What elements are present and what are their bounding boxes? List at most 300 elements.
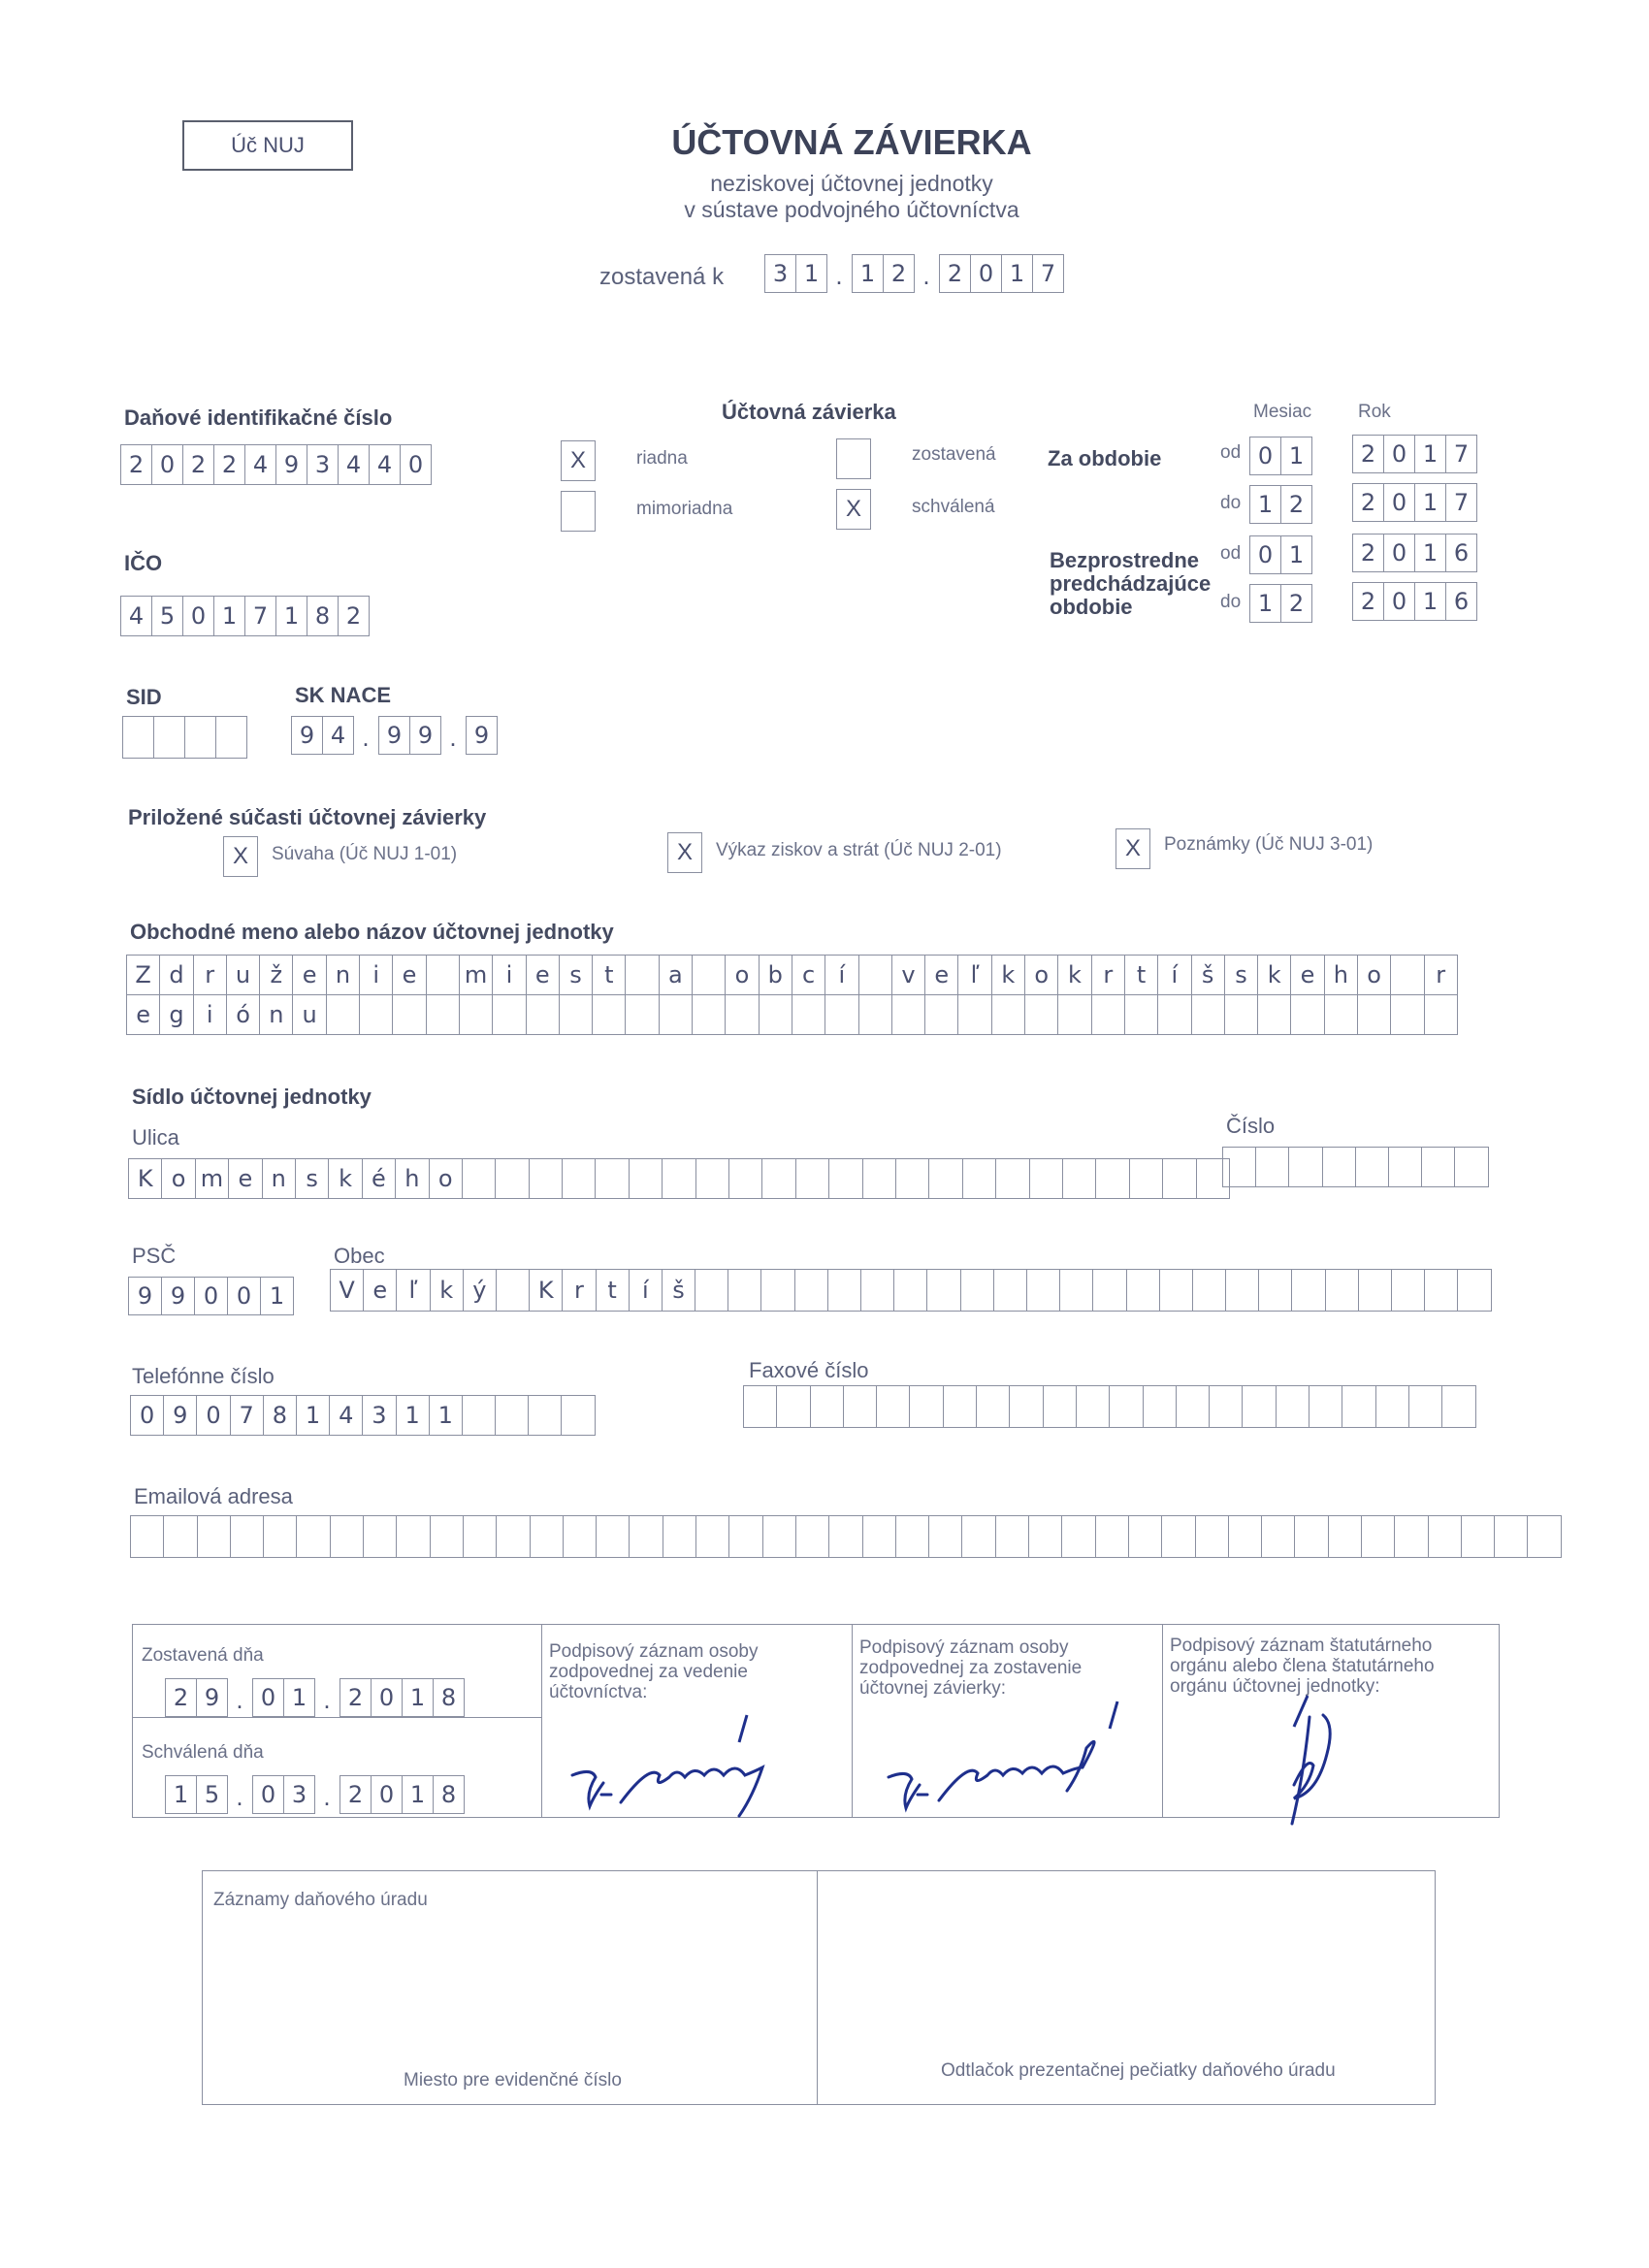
char-cell: í [824, 955, 858, 995]
sig3-label: Podpisový záznam štatutárneho orgánu alebo člena štatutárneho orgánu účtovnej jednotky: [1170, 1636, 1435, 1697]
digit: 0 [252, 1678, 284, 1717]
digit: 1 [165, 1775, 197, 1814]
char-cell [330, 1515, 364, 1558]
char-cell: r [1424, 955, 1458, 995]
obec-field[interactable] [330, 1269, 1491, 1311]
sig1-label: Podpisový záznam osoby zodpovednej za vedenie účtovníctva: [549, 1641, 759, 1702]
char-cell: k [1257, 955, 1291, 995]
char-cell [962, 1158, 996, 1199]
char-cell: 1 [429, 1395, 463, 1436]
email-field[interactable] [130, 1515, 1561, 1557]
char-cell: k [991, 955, 1025, 995]
divider [132, 1717, 541, 1718]
digit-cell: 1 [275, 596, 307, 636]
grid-row [128, 1277, 293, 1314]
zostavena-dna-field[interactable] [165, 1678, 464, 1717]
divider [541, 1624, 542, 1818]
sidlo-label: Sídlo účtovnej jednotky [132, 1085, 372, 1109]
char-cell [1028, 1515, 1062, 1558]
digit [122, 716, 154, 759]
digit-cell: 0 [1383, 435, 1415, 473]
char-cell [991, 994, 1025, 1035]
char-cell [810, 1385, 844, 1428]
digit-cell: 6 [1445, 534, 1477, 572]
char-cell: 0 [194, 1277, 228, 1315]
closing-date[interactable] [764, 254, 1063, 293]
char-cell: 1 [296, 1395, 330, 1436]
ico-label: IČO [124, 551, 163, 575]
char-cell [1408, 1385, 1442, 1428]
tel-field[interactable] [130, 1395, 595, 1435]
char-cell: 0 [227, 1277, 261, 1315]
digit-cell: 0 [1383, 582, 1415, 621]
char-cell [1124, 994, 1158, 1035]
subtitle-line-2: v sústave podvojného účtovníctva [684, 197, 1019, 222]
char-cell [1159, 1269, 1193, 1312]
char-cell [1494, 1515, 1528, 1558]
bp-do-rok[interactable] [1352, 582, 1476, 621]
char-cell [1057, 994, 1091, 1035]
fax-field[interactable] [743, 1385, 1475, 1427]
ulica-field[interactable] [128, 1158, 1229, 1198]
char-cell [163, 1515, 197, 1558]
digit: 8 [433, 1775, 465, 1814]
bp-od-rok[interactable] [1352, 534, 1476, 572]
digit: 2 [165, 1678, 197, 1717]
char-cell [926, 1269, 960, 1312]
char-cell [1309, 1385, 1342, 1428]
char-cell [530, 1515, 564, 1558]
char-cell [1228, 1515, 1262, 1558]
digit-cell: 0 [400, 444, 432, 485]
char-cell [1143, 1385, 1177, 1428]
char-cell [230, 1515, 264, 1558]
page-title: ÚČTOVNÁ ZÁVIERKA [671, 122, 1032, 162]
char-cell [592, 994, 626, 1035]
char-cell [795, 1158, 829, 1199]
char-cell: e [1290, 955, 1324, 995]
char-cell [858, 955, 892, 995]
char-cell [976, 1385, 1010, 1428]
za-od-mesiac[interactable] [1249, 437, 1311, 475]
digit-cell: 0 [182, 596, 214, 636]
digit-cell: 2 [1280, 485, 1312, 524]
digit [184, 716, 216, 759]
digit: 9 [409, 716, 441, 755]
digit-cell: 0 [1383, 534, 1415, 572]
date-label: zostavená k [599, 264, 725, 290]
char-cell [462, 1395, 496, 1436]
char-cell [1024, 994, 1058, 1035]
email-label: Emailová adresa [134, 1484, 293, 1508]
char-cell [1342, 1385, 1375, 1428]
char-cell [961, 1515, 995, 1558]
char-cell: t [1124, 955, 1158, 995]
digit-cell: 2 [1280, 584, 1312, 623]
digit: 3 [764, 254, 796, 293]
char-cell [663, 1515, 696, 1558]
digit: 4 [322, 716, 354, 755]
digit-cell: 1 [213, 596, 245, 636]
char-cell: o [725, 955, 759, 995]
char-cell [1421, 1147, 1455, 1187]
char-cell [463, 1515, 497, 1558]
char-cell [496, 1269, 530, 1312]
zostavena-dna-label: Zostavená dňa [142, 1645, 264, 1666]
digit [215, 716, 247, 759]
char-cell: h [395, 1158, 429, 1199]
digit: 1 [402, 1678, 434, 1717]
separator-dot: . [835, 261, 843, 290]
char-cell [895, 1515, 929, 1558]
char-cell [1358, 1269, 1392, 1312]
char-cell: n [262, 1158, 296, 1199]
sknace-label: SK NACE [295, 683, 392, 707]
char-cell [1129, 1158, 1163, 1199]
char-cell: k [430, 1269, 464, 1312]
char-cell [595, 1158, 629, 1199]
mesiac-label: Mesiac [1253, 402, 1312, 422]
char-cell: g [159, 994, 193, 1035]
separator-dot: . [323, 1685, 331, 1714]
digit: 9 [291, 716, 323, 755]
char-cell [695, 1269, 728, 1312]
do-label: do [1220, 592, 1242, 612]
evidencne-label: Miesto pre evidenčné číslo [404, 2070, 622, 2090]
do-label: do [1220, 493, 1242, 513]
char-cell [1191, 994, 1225, 1035]
ico-field[interactable] [120, 596, 369, 636]
char-cell: é [362, 1158, 396, 1199]
digit-cell: 4 [369, 444, 401, 485]
obec-label: Obec [334, 1244, 385, 1268]
char-cell [827, 1269, 861, 1312]
char-cell: u [292, 994, 326, 1035]
char-cell: Z [126, 955, 160, 995]
digit: 7 [1032, 254, 1064, 293]
char-cell [1424, 1269, 1458, 1312]
char-cell [960, 1269, 994, 1312]
urad-label: Záznamy daňového úradu [213, 1890, 428, 1910]
char-cell: b [759, 955, 792, 995]
od-label: od [1220, 442, 1242, 463]
char-cell [824, 994, 858, 1035]
za-do-mesiac[interactable] [1249, 485, 1311, 524]
za-do-rok[interactable] [1352, 483, 1476, 522]
char-cell [130, 1515, 164, 1558]
bp-do-mesiac[interactable] [1249, 584, 1311, 623]
digit: 3 [283, 1775, 315, 1814]
char-cell [462, 1158, 496, 1199]
digit: 9 [196, 1678, 228, 1717]
char-cell [629, 1515, 663, 1558]
digit-cell: 2 [1352, 534, 1384, 572]
char-cell [662, 1158, 695, 1199]
char-cell [495, 1158, 529, 1199]
char-cell [928, 1158, 962, 1199]
char-cell [957, 994, 991, 1035]
poznamky-label: Poznámky (Úč NUJ 3-01) [1164, 834, 1374, 855]
digit-cell: 5 [151, 596, 183, 636]
digit: 1 [1001, 254, 1033, 293]
char-cell: k [1057, 955, 1091, 995]
char-cell: m [195, 1158, 229, 1199]
digit: 1 [795, 254, 827, 293]
digit: 2 [340, 1678, 372, 1717]
ulica-label: Ulica [132, 1125, 179, 1150]
separator-dot: . [236, 1685, 243, 1714]
riadna-label: riadna [636, 448, 688, 469]
char-cell: t [596, 1269, 630, 1312]
char-cell: 9 [128, 1277, 162, 1315]
char-cell [1076, 1385, 1110, 1428]
char-cell [692, 955, 726, 995]
char-cell [1109, 1385, 1143, 1428]
char-cell [392, 994, 426, 1035]
char-cell [862, 1158, 896, 1199]
zostavena-label: zostavená [912, 444, 996, 465]
char-cell [1192, 1269, 1226, 1312]
char-cell: a [659, 955, 693, 995]
digit: 2 [939, 254, 971, 293]
grid-row [330, 1269, 1491, 1311]
char-cell: i [193, 994, 227, 1035]
char-cell [776, 1385, 810, 1428]
grid-row [130, 1515, 1561, 1557]
char-cell: í [629, 1269, 663, 1312]
char-cell: 1 [396, 1395, 430, 1436]
char-cell [1375, 1385, 1409, 1428]
digit-cell: 1 [1414, 582, 1446, 621]
char-cell [792, 994, 825, 1035]
digit-cell: 3 [307, 444, 339, 485]
char-cell [1357, 994, 1391, 1035]
char-cell [795, 1515, 829, 1558]
char-cell: í [1157, 955, 1191, 995]
digit-cell: 0 [151, 444, 183, 485]
psc-field[interactable] [128, 1277, 293, 1314]
char-cell [1325, 1269, 1359, 1312]
char-cell [993, 1269, 1027, 1312]
digit: 9 [466, 716, 498, 755]
vykaz-label: Výkaz ziskov a strát (Úč NUJ 2-01) [716, 840, 1002, 860]
char-cell [625, 955, 659, 995]
digit: 0 [970, 254, 1002, 293]
char-cell [1095, 1158, 1129, 1199]
char-cell [1424, 994, 1458, 1035]
char-cell [363, 1515, 397, 1558]
char-cell [1043, 1385, 1077, 1428]
digit-cell: 7 [1445, 435, 1477, 473]
char-cell [828, 1158, 862, 1199]
char-cell [528, 1395, 562, 1436]
char-cell [559, 994, 593, 1035]
char-cell [1394, 1515, 1428, 1558]
schvalena-checkbox[interactable]: X [836, 489, 871, 530]
schvalena-dna-field[interactable] [165, 1775, 464, 1814]
tel-label: Telefónne číslo [132, 1364, 275, 1388]
char-cell [396, 1515, 430, 1558]
nazov-field[interactable] [126, 955, 1457, 1034]
signature-2 [871, 1694, 1172, 1830]
char-cell [562, 1158, 596, 1199]
char-cell [296, 1515, 330, 1558]
char-cell [1225, 1269, 1259, 1312]
psc-label: PSČ [132, 1244, 177, 1268]
digit-cell: 1 [1249, 485, 1281, 524]
digit-cell: 1 [1414, 435, 1446, 473]
bezpr-line: obdobie [1050, 595, 1133, 619]
char-cell [1195, 1515, 1229, 1558]
char-cell [893, 1269, 927, 1312]
char-cell [263, 1515, 297, 1558]
digit-cell: 4 [244, 444, 276, 485]
char-cell [1026, 1269, 1060, 1312]
za-od-rok[interactable] [1352, 435, 1476, 473]
mimoriadna-label: mimoriadna [636, 499, 733, 519]
digit-cell: 2 [182, 444, 214, 485]
char-cell: e [363, 1269, 397, 1312]
char-cell [876, 1385, 910, 1428]
suvaha-checkbox[interactable]: X [223, 836, 258, 877]
signature-1 [553, 1707, 844, 1833]
char-cell [426, 994, 460, 1035]
char-cell [1361, 1515, 1395, 1558]
char-cell [891, 994, 925, 1035]
char-cell [426, 955, 460, 995]
char-cell: v [891, 955, 925, 995]
char-cell [1457, 1269, 1491, 1312]
char-cell [1355, 1147, 1389, 1187]
digit: 2 [883, 254, 915, 293]
char-cell [1128, 1515, 1162, 1558]
char-cell [1290, 994, 1324, 1035]
char-cell [760, 1269, 794, 1312]
digit-cell: 2 [338, 596, 370, 636]
zostavena-checkbox[interactable] [836, 438, 871, 479]
peciatka-label: Odtlačok prezentačnej pečiatky daňového úradu [941, 2060, 1336, 2081]
char-cell [1157, 994, 1191, 1035]
char-cell: s [295, 1158, 329, 1199]
nazov-label: Obchodné meno alebo názov účtovnej jednotky [130, 920, 614, 944]
sig2-label: Podpisový záznam osoby zodpovednej za zostavenie účtovnej závierky: [859, 1637, 1083, 1699]
char-cell [1009, 1385, 1043, 1428]
char-cell [728, 1158, 762, 1199]
char-cell: e [292, 955, 326, 995]
char-cell: 0 [196, 1395, 230, 1436]
char-cell [828, 1515, 862, 1558]
grid-row [1222, 1147, 1488, 1186]
char-cell [1461, 1515, 1495, 1558]
char-cell: š [662, 1269, 695, 1312]
digit-cell: 7 [1445, 483, 1477, 522]
char-cell [326, 994, 360, 1035]
char-cell: 9 [161, 1277, 195, 1315]
grid-row [126, 994, 1457, 1034]
char-cell: V [330, 1269, 364, 1312]
char-cell [1176, 1385, 1210, 1428]
prilozene-label: Priložené súčasti účtovnej závierky [128, 805, 487, 829]
char-cell [761, 1158, 795, 1199]
char-cell [924, 994, 958, 1035]
bp-od-mesiac[interactable] [1249, 535, 1311, 574]
zavierka-label: Účtovná závierka [722, 400, 896, 424]
digit-cell: 7 [244, 596, 276, 636]
separator-dot: . [449, 723, 457, 752]
char-cell: e [392, 955, 426, 995]
char-cell [895, 1158, 929, 1199]
digit-cell: 1 [1414, 534, 1446, 572]
char-cell [1454, 1147, 1488, 1187]
char-cell: e [126, 994, 160, 1035]
char-cell: o [1024, 955, 1058, 995]
char-cell [1029, 1158, 1063, 1199]
dic-field[interactable] [120, 444, 431, 485]
char-cell: e [228, 1158, 262, 1199]
char-cell [1288, 1147, 1322, 1187]
cislo-field[interactable] [1222, 1147, 1488, 1186]
char-cell [1276, 1385, 1310, 1428]
char-cell: m [459, 955, 493, 995]
char-cell: o [161, 1158, 195, 1199]
char-cell [659, 994, 693, 1035]
char-cell [995, 1158, 1029, 1199]
digit: 9 [378, 716, 410, 755]
digit-cell: 1 [1280, 437, 1312, 475]
dic-label: Daňové identifikačné číslo [124, 405, 393, 430]
digit: 8 [433, 1678, 465, 1717]
char-cell: ľ [396, 1269, 430, 1312]
signature-3 [1251, 1688, 1368, 1853]
char-cell [1061, 1515, 1095, 1558]
char-cell [943, 1385, 977, 1428]
sid-field[interactable] [122, 716, 246, 759]
char-cell [794, 1269, 828, 1312]
poznamky-checkbox[interactable]: X [1116, 828, 1150, 869]
char-cell [561, 1395, 595, 1436]
sknace-field[interactable] [291, 716, 497, 755]
char-cell [1255, 1147, 1289, 1187]
char-cell [1222, 1147, 1256, 1187]
char-cell [526, 994, 560, 1035]
riadna-checkbox[interactable]: X [561, 440, 596, 481]
char-cell [1322, 1147, 1356, 1187]
digit: 0 [371, 1775, 403, 1814]
char-cell: k [328, 1158, 362, 1199]
char-cell: d [159, 955, 193, 995]
char-cell: 4 [329, 1395, 363, 1436]
char-cell [1294, 1515, 1328, 1558]
mimoriadna-checkbox[interactable] [561, 491, 596, 532]
grid-row [743, 1385, 1475, 1427]
separator-dot: . [236, 1782, 243, 1811]
char-cell [843, 1385, 877, 1428]
char-cell [1441, 1385, 1475, 1428]
char-cell [359, 994, 393, 1035]
digit: 1 [852, 254, 884, 293]
digit-cell: 1 [1249, 584, 1281, 623]
char-cell [430, 1515, 464, 1558]
char-cell: s [1224, 955, 1258, 995]
separator-dot: . [362, 723, 370, 752]
char-cell [1390, 955, 1424, 995]
char-cell [1209, 1385, 1243, 1428]
char-cell [728, 1269, 761, 1312]
char-cell [1242, 1385, 1276, 1428]
vykaz-checkbox[interactable]: X [667, 832, 702, 873]
char-cell: 9 [163, 1395, 197, 1436]
char-cell [1324, 994, 1358, 1035]
